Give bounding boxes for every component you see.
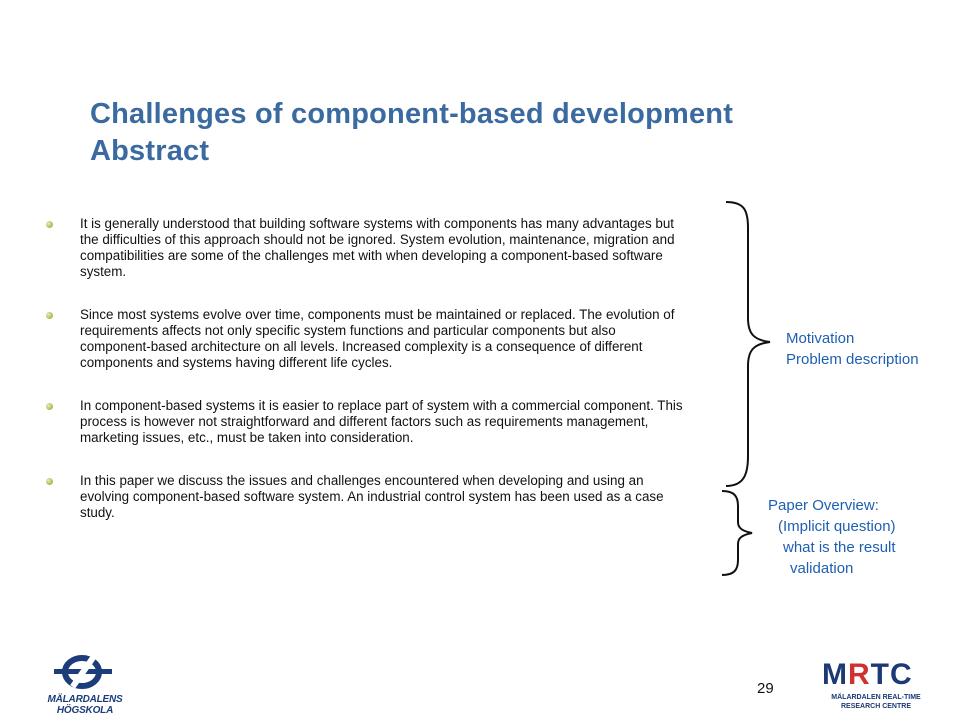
validation-line: validation [790,560,854,577]
slide-title [90,96,890,170]
bullet-dot-icon [46,403,53,410]
mrtc-letters-tc: TC [870,658,913,691]
slide-title-line1: Challenges of component-based development [90,98,734,130]
bullet-item [46,307,686,371]
bullet-text: It is generally understood that building software systems with components has many advantages but the difficulties of this approach should not be ignored. System evolution, maintenance, migration and compatibilities are some of the challenges met with when developing a component-based software system. [80,216,675,279]
motivation-label [786,328,919,370]
mrtc-letters [822,658,913,692]
mrtc-logo [816,660,936,716]
bullet-text: Since most systems evolve over time, components must be maintained or replaced. The evolution of requirements affects not only specific system functions and particular components but also component-based architecture on all levels. Increased complexity is a consequence of different components and systems having different life cycles. [80,307,675,370]
paper-overview-label [768,495,896,579]
motivation-line: Motivation [786,330,855,347]
bullet-item [46,398,686,446]
result-line: what is the result [783,539,896,556]
small-brace-icon [716,488,760,578]
bullet-text: In component-based systems it is easier to replace part of system with a commercial component. This process is however not straightforward and different factors such as requirements management, marketing issues, etc., must be taken into consideration. [80,398,683,445]
large-brace-icon [718,198,780,490]
bullet-dot-icon [46,478,53,485]
mrtc-letter-m: M [822,658,848,691]
bullet-text: In this paper we discuss the issues and challenges encountered when developing and using an evolving component-based software system. An industrial control system has been used as a case study. [80,473,664,520]
bullet-item [46,473,686,521]
bullet-list [46,216,686,548]
mdh-emblem-icon [24,652,146,694]
page-number: 29 [757,680,774,697]
mdh-logo [24,652,146,716]
bullet-item [46,216,686,280]
implicit-question-line: (Implicit question) [778,518,896,535]
mdh-logo-text: MÄLARDALENS HÖGSKOLA [47,694,123,716]
bullet-dot-icon [46,312,53,319]
mrtc-letter-r: R [848,658,871,691]
mrtc-subtitle-line2: RESEARCH CENTRE [840,703,911,710]
bullet-dot-icon [46,221,53,228]
mrtc-subtitle [816,693,936,711]
problem-description-line: Problem description [786,351,919,368]
mrtc-subtitle-line1: MÄLARDALEN REAL-TIME [831,694,921,701]
paper-overview-line: Paper Overview: [768,497,879,514]
slide-title-line2: Abstract [90,135,210,167]
